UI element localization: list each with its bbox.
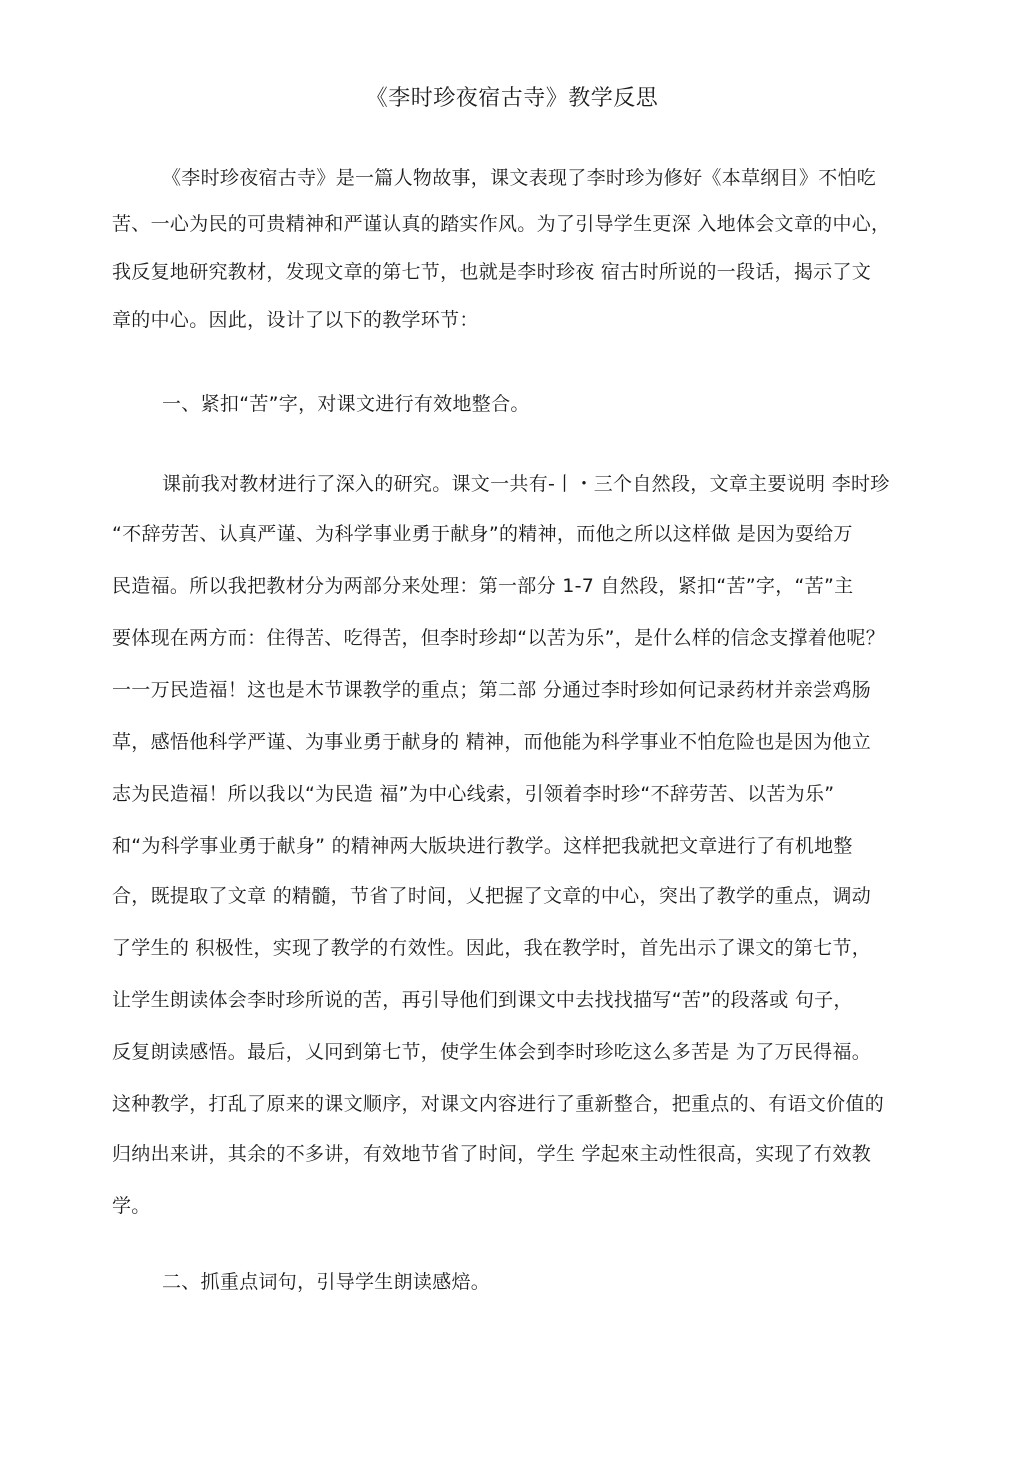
section-heading-2: 二、抓重点词句，引导学生朗读感焙。 xyxy=(162,1271,491,1293)
section-heading-1: 一、紧扣“苦”字，对课文进行有效地整合。 xyxy=(162,393,530,415)
paragraph-line: 这种教学，打乱了原来的课文顺序，对课文内容进行了重新整合，把重点的、有语文价值的 xyxy=(112,1093,885,1115)
paragraph-line: 学。 xyxy=(112,1195,151,1217)
paragraph-line: 《李时珍夜宿古寺》是一篇人物故事，课文表现了李时珍为修好《本草纲目》不怕吃 xyxy=(162,167,877,189)
paragraph-line: 章的中心。因此，设计了以下的教学环节： xyxy=(112,309,479,331)
paragraph-line: 要体现在两方而：住得苦、吃得苦，但李时珍却“以苦为乐”，是什么样的信念支撑着他呢？ xyxy=(112,627,885,649)
paragraph-line: 志为民造福！所以我以“为民造 福”为中心线索，引领着李时珍“不辞劳苦、以苦为乐” xyxy=(112,783,835,805)
paragraph-line: 合，既提取了文章 的精髓，节省了时间，乂把握了文章的中心，突出了教学的重点，调动 xyxy=(112,885,872,907)
paragraph-line: 我反复地研究教材，发现文章的第七节，也就是李时珍夜 宿古时所说的一段话，揭示了文 xyxy=(112,261,872,283)
document-title: 《李时珍夜宿古寺》教学反思 xyxy=(365,86,659,111)
paragraph-line: 让学生朗读体会李时珍所说的苦，再引导他们到课文中去找找描写“苦”的段落或 句子， xyxy=(112,989,853,1011)
paragraph-line: 一一万民造福！这也是木节课教学的重点；第二部 分通过李时珍如何记录药材并亲尝鸡肠 xyxy=(112,679,872,701)
paragraph-line: “不辞劳苦、认真严谨、为科学事业勇于献身”的精神，而他之所以这样做 是因为耍给万 xyxy=(112,523,853,545)
paragraph-line: 和“为科学事业勇于献身” 的精神两大版块进行教学。这样把我就把文章进行了有机地整 xyxy=(112,835,853,857)
paragraph-line: 反复朗读感悟。最后，乂冋到第七节，使学生体会到李时珍吃这么多苦是 为了万民得福。 xyxy=(112,1041,872,1063)
paragraph-line: 归纳出来讲，其余的不多讲，有效地节省了时间，学生 学起來主动性很高，实现了冇效教 xyxy=(112,1143,872,1165)
paragraph-line: 课前我对教材进行了深入的研究。课文一共有-丨・三个自然段，文章主要说明 李时珍 xyxy=(162,473,890,495)
paragraph-line: 苦、一心为民的可贵精神和严谨认真的踏实作风。为了引导学生更深 入地体会文章的中心， xyxy=(112,213,891,235)
paragraph-line: 民造福。所以我把教材分为两部分来处理：第一部分 1-7 自然段，紧扣“苦”字，“苦”主 xyxy=(112,575,854,597)
paragraph-line: 草，感悟他科学严谨、为事业勇于献身的 精神，而他能为科学事业不怕危险也是因为他立 xyxy=(112,731,872,753)
paragraph-line: 了学生的 积极性，实现了教学的冇效性。因此，我在教学时，首先出示了课文的第七节， xyxy=(112,937,872,959)
